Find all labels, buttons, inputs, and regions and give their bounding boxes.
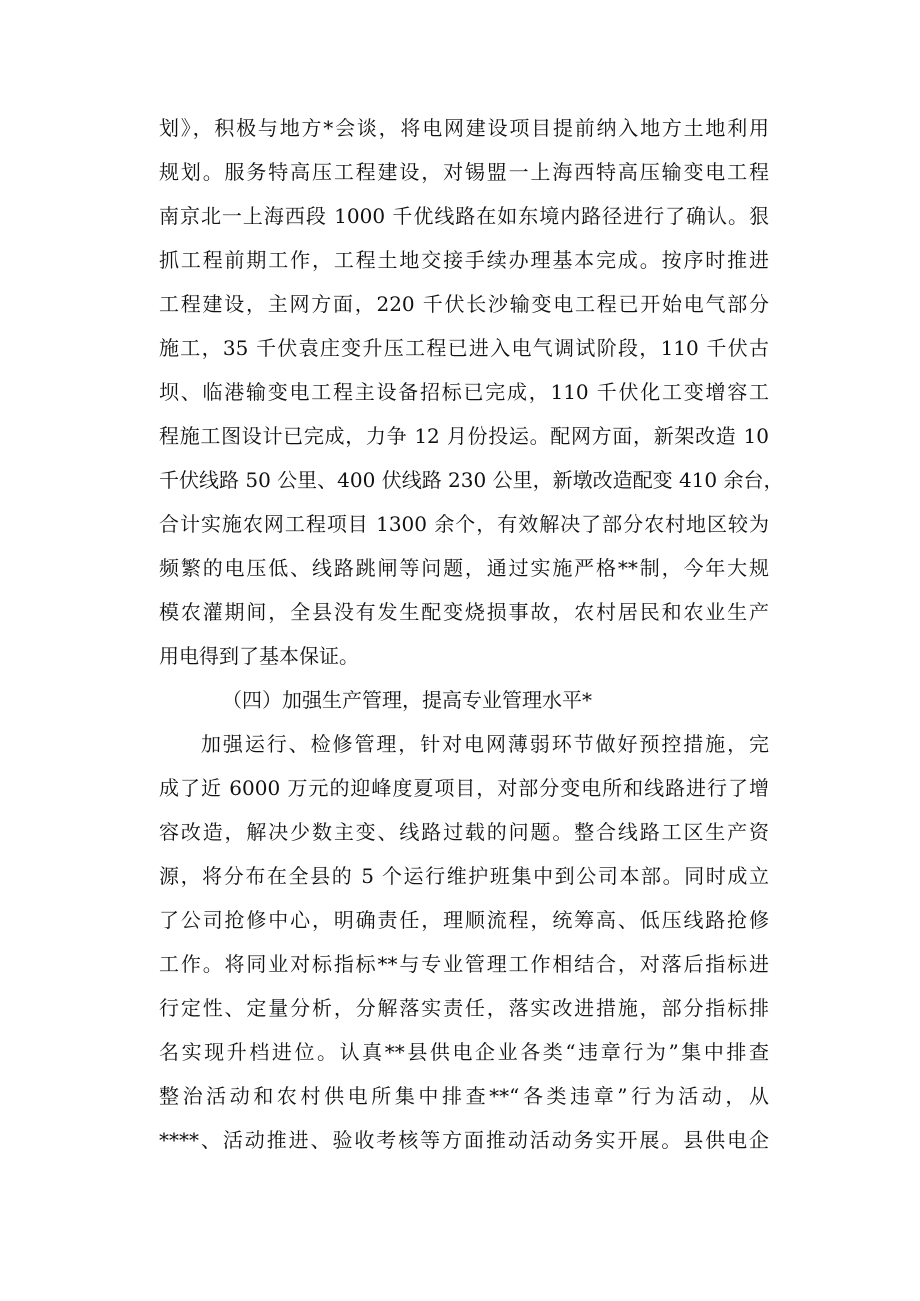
paragraph-1 <box>159 106 784 722</box>
paragraph-line: 程施工图设计已完成，力争 12 月份投运。配网方面，新架改造 10 <box>159 424 769 448</box>
paragraph-line: 成了近 6000 万元的迎峰度夏项目，对部分变电所和线路进行了增 <box>159 776 769 800</box>
section-heading: （四）加强生产管理，提高专业管理水平* <box>222 688 592 712</box>
paragraph-line: 抓工程前期工作，工程土地交接手续办理基本完成。按序时推进 <box>159 248 769 272</box>
paragraph-line: 合计实施农网工程项目 1300 余个，有效解决了部分农村地区较为 <box>159 512 769 536</box>
paragraph-line: 用电得到了基本保证。 <box>159 644 359 668</box>
paragraph-line: 规划。服务特高压工程建设，对锡盟一上海西特高压输变电工程 <box>159 160 769 184</box>
paragraph-line: 了公司抢修中心，明确责任，理顺流程，统筹高、低压线路抢修 <box>159 908 769 932</box>
paragraph-line: 容改造，解决少数主变、线路过载的问题。整合线路工区生产资 <box>159 820 769 844</box>
paragraph-line: 工作。将同业对标指标**与专业管理工作相结合，对落后指标进 <box>159 952 769 976</box>
paragraph-line: 加强运行、检修管理，针对电网薄弱环节做好预控措施，完 <box>201 732 769 756</box>
paragraph-line: 划》，积极与地方*会谈，将电网建设项目提前纳入地方土地利用 <box>159 116 769 140</box>
paragraph-line: 源，将分布在全县的 5 个运行维护班集中到公司本部。同时成立 <box>159 864 769 888</box>
paragraph-line: 行定性、定量分析，分解落实责任，落实改进措施，部分指标排 <box>159 996 769 1020</box>
paragraph-line: 名实现升档进位。认真**县供电企业各类“违章行为”集中排查 <box>159 1040 769 1064</box>
paragraph-line: 坝、临港输变电工程主设备招标已完成，110 千伏化工变增容工 <box>159 380 769 404</box>
paragraph-line: 模农灌期间，全县没有发生配变烧损事故，农村居民和农业生产 <box>159 600 769 624</box>
paragraph-2 <box>159 722 769 1162</box>
paragraph-line: 整治活动和农村供电所集中排查**“各类违章”行为活动，从 <box>159 1084 769 1108</box>
paragraph-line: 施工，35 千伏袁庄变升压工程已进入电气调试阶段，110 千伏古 <box>159 336 769 360</box>
paragraph-line: 工程建设，主网方面，220 千伏长沙输变电工程已开始电气部分 <box>159 292 769 316</box>
paragraph-line: 千伏线路 50 公里、400 伏线路 230 公里，新墩改造配变 410 余台， <box>159 468 784 492</box>
paragraph-line: 南京北一上海西段 1000 千优线路在如东境内路径进行了确认。狠 <box>159 204 769 228</box>
paragraph-line: ****、活动推进、验收考核等方面推动活动务实开展。县供电企 <box>159 1128 769 1152</box>
paragraph-line: 频繁的电压低、线路跳闸等问题，通过实施严格**制，今年大规 <box>159 556 769 580</box>
